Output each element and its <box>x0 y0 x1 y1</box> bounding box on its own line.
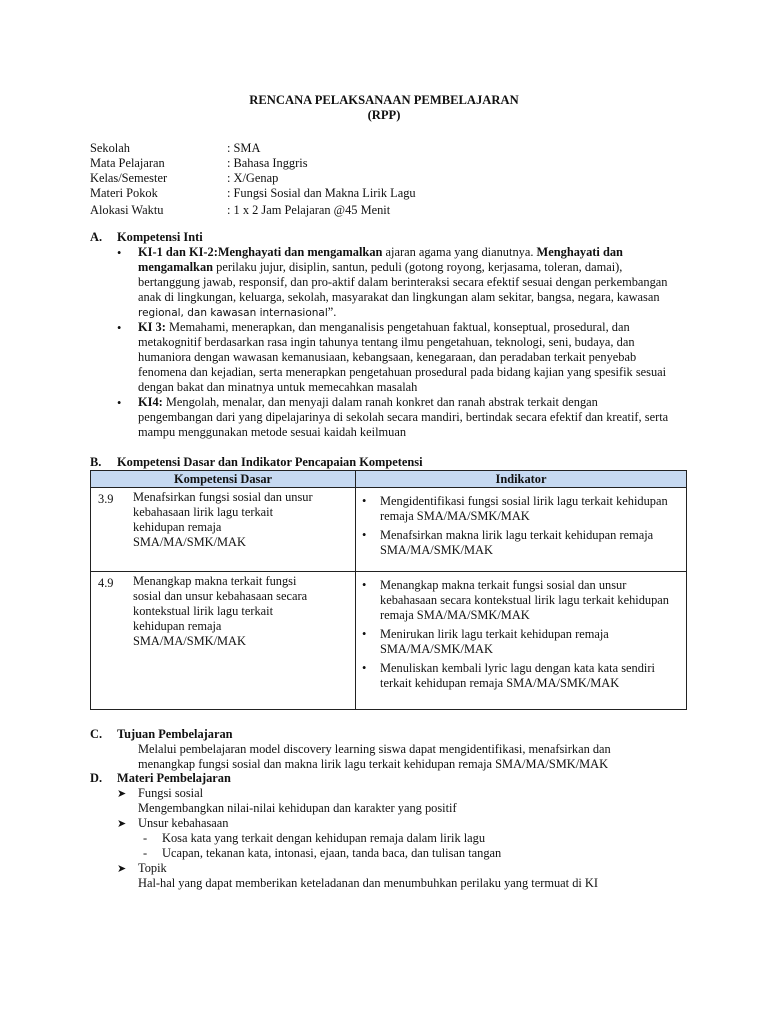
kd-number: 3.9 <box>98 492 114 506</box>
title-line-2: (RPP) <box>367 108 401 122</box>
identity-label: Alokasi Waktu <box>90 203 164 217</box>
bullet-icon: • <box>117 321 122 335</box>
arrow-bullet-icon: ➤ <box>117 787 127 800</box>
section-c-letter: C. <box>90 727 103 741</box>
section-d-letter: D. <box>90 771 103 785</box>
identity-label: Kelas/Semester <box>90 171 168 185</box>
bullet-icon: • <box>117 396 122 410</box>
identity-label: Sekolah <box>90 141 130 155</box>
kd-cell <box>91 488 356 572</box>
bullet-icon: • <box>362 578 367 592</box>
identity-block <box>90 141 416 218</box>
identity-label: Mata Pelajaran <box>90 156 165 170</box>
section-c-title: Tujuan Pembelajaran <box>117 727 233 741</box>
table-header-indikator: Indikator <box>356 471 687 488</box>
identity-row-alokasi-waktu <box>90 203 416 218</box>
bullet-icon: • <box>362 627 367 641</box>
bullet-icon: • <box>362 494 367 508</box>
ki12-paragraph <box>138 245 678 321</box>
list-item <box>360 528 685 558</box>
materi-item-desc: Hal-hal yang dapat memberikan keteladanan dan menumbuhkan perilaku yang termuat di KI <box>138 876 599 890</box>
tujuan-line-1: Melalui pembelajaran model discovery learning siswa dapat mengidentifikasi, menafsirkan dan <box>138 742 611 756</box>
materi-sub-item: Ucapan, tekanan kata, intonasi, ejaan, tanda baca, dan tulisan tangan <box>162 846 502 860</box>
ki12-bold-text: mengamalkan <box>138 260 214 274</box>
arrow-bullet-icon: ➤ <box>117 862 127 875</box>
dash-bullet: - <box>143 831 148 845</box>
kd-text: Menafsirkan fungsi sosial dan unsur kebahasaan lirik lagu terkait kehidupan remaja SMA/MA/SMK/MAK <box>133 490 313 549</box>
materi-sub-item: Kosa kata yang terkait dengan kehidupan remaja dalam lirik lagu <box>162 831 486 845</box>
bullet-icon: • <box>362 661 367 675</box>
ki12-line: bertanggung jawab, responsif, dan pro-aktif dalam berinteraksi secara efektif sesuai dengan perkembangan <box>138 275 668 289</box>
tujuan-line-2: menangkap fungsi sosial dan makna lirik lagu terkait kehidupan remaja SMA/MA/SMK/MAK <box>138 757 609 771</box>
ki4-line: mampu menggunakan metode sesuai kaidah keilmuan <box>138 425 407 439</box>
table-header-kd: Kompetensi Dasar <box>91 471 356 488</box>
ki4-line: pengembangan dari yang dipelajarinya di sekolah secara mandiri, bertindak secara efektif dan kreatif, serta <box>138 410 669 424</box>
ki12-text: ”. <box>327 305 337 319</box>
ki3-line: humaniora dengan wawasan kemanusiaan, kebangsaan, kenegaraan, dan peradaban terkait penyebab <box>138 350 637 364</box>
ki3-paragraph <box>138 320 678 395</box>
indicator-list <box>356 578 686 691</box>
section-d-title: Materi Pembelajaran <box>117 771 231 785</box>
ki3-text: Memahami, menerapkan, dan menganalisis pengetahuan faktual, konseptual, prosedural, dan <box>165 320 630 334</box>
kd-text: Menangkap makna terkait fungsi sosial dan unsur kebahasaan secara kontekstual lirik lagu terkait kehidupan remaja SMA/MA/SMK/MAK <box>133 574 308 648</box>
identity-value: : Fungsi Sosial dan Makna Lirik Lagu <box>227 186 416 200</box>
list-item <box>360 661 685 691</box>
kd-cell <box>91 572 356 710</box>
document-title <box>0 93 768 123</box>
bullet-icon: • <box>362 528 367 542</box>
kd-indicator-table <box>90 470 687 710</box>
ki3-line: metakognitif berdasarkan rasa ingin tahunya tentang ilmu pengetahuan, teknologi, seni, budaya, dan <box>138 335 635 349</box>
bullet-icon: • <box>117 246 122 260</box>
indicator-cell <box>356 488 687 572</box>
indicator-text: Menangkap makna terkait fungsi sosial dan unsur kebahasaan secara kontekstual lirik lagu terkait kehidupan remaja SMA/MA/SMK/MAK <box>380 578 670 622</box>
identity-label: Materi Pokok <box>90 186 158 200</box>
ki12-handwritten-text: regional, dan kawasan internasional <box>138 307 328 319</box>
section-b-title: Kompetensi Dasar dan Indikator Pencapaian Kompetensi <box>117 455 423 469</box>
indicator-text: Mengidentifikasi fungsi sosial lirik lagu terkait kehidupan remaja SMA/MA/SMK/MAK <box>380 494 668 523</box>
section-b-letter: B. <box>90 455 102 469</box>
title-line-1: RENCANA PELAKSANAAN PEMBELAJARAN <box>249 93 519 107</box>
identity-row-kelas-semester <box>90 171 416 186</box>
ki12-line <box>138 305 678 321</box>
section-a-letter: A. <box>90 230 103 244</box>
ki4-line <box>138 395 678 410</box>
list-item <box>360 494 685 524</box>
table-row <box>91 572 687 710</box>
ki3-line <box>138 320 678 335</box>
indicator-cell <box>356 572 687 710</box>
indicator-text: Menafsirkan makna lirik lagu terkait kehidupan remaja SMA/MA/SMK/MAK <box>380 528 654 557</box>
ki12-line: anak di lingkungan, keluarga, sekolah, masyarakat dan lingkungan alam sekitar, bangsa, negara, kawasan <box>138 290 660 304</box>
indicator-list <box>356 494 686 558</box>
ki12-line <box>138 260 678 275</box>
table-row <box>91 488 687 572</box>
identity-value: : 1 x 2 Jam Pelajaran @45 Menit <box>227 203 391 217</box>
arrow-bullet-icon: ➤ <box>117 817 127 830</box>
identity-value: : SMA <box>227 141 261 155</box>
table-header-row <box>91 471 687 488</box>
section-a-title: Kompetensi Inti <box>117 230 203 244</box>
ki12-text: perilaku jujur, disiplin, santun, peduli (gotong royong, kerjasama, toleran, damai), <box>213 260 623 274</box>
identity-value: : X/Genap <box>227 171 279 185</box>
identity-row-materi-pokok <box>90 186 416 201</box>
materi-item-desc: Mengembangkan nilai-nilai kehidupan dan karakter yang positif <box>138 801 457 815</box>
ki12-bold-label: KI-1 dan KI-2:Menghayati dan mengamalkan <box>138 245 383 259</box>
indicator-text: Menuliskan kembali lyric lagu dengan kata kata sendiri terkait kehidupan remaja SMA/MA/SMK/MAK <box>380 661 655 690</box>
kd-number: 4.9 <box>98 576 114 590</box>
list-item <box>360 578 685 623</box>
identity-row-mata-pelajaran <box>90 156 416 171</box>
ki3-line: dengan bakat dan minatnya untuk memecahkan masalah <box>138 380 418 394</box>
indicator-text: Menirukan lirik lagu terkait kehidupan remaja SMA/MA/SMK/MAK <box>380 627 609 656</box>
materi-item-fungsi-sosial: Fungsi sosial <box>138 786 204 800</box>
identity-row-sekolah <box>90 141 416 156</box>
ki3-bold-label: KI 3: <box>138 320 166 334</box>
ki12-text: ajaran agama yang dianutnya. <box>382 245 537 259</box>
materi-item-topik: Topik <box>138 861 167 875</box>
ki4-text: Mengolah, menalar, dan menyaji dalam ranah konkret dan ranah abstrak terkait dengan <box>162 395 598 409</box>
identity-value: : Bahasa Inggris <box>227 156 308 170</box>
ki4-bold-label: KI4: <box>138 395 163 409</box>
ki3-line: fenomena dan kejadian, serta menerapkan pengetahuan prosedural pada bidang kajian yang spesifik sesuai <box>138 365 667 379</box>
ki4-paragraph <box>138 395 678 440</box>
ki12-bold-text: Menghayati dan <box>536 245 623 259</box>
materi-item-unsur-kebahasaan: Unsur kebahasaan <box>138 816 229 830</box>
list-item <box>360 627 685 657</box>
dash-bullet: - <box>143 846 148 860</box>
ki12-line <box>138 245 678 260</box>
